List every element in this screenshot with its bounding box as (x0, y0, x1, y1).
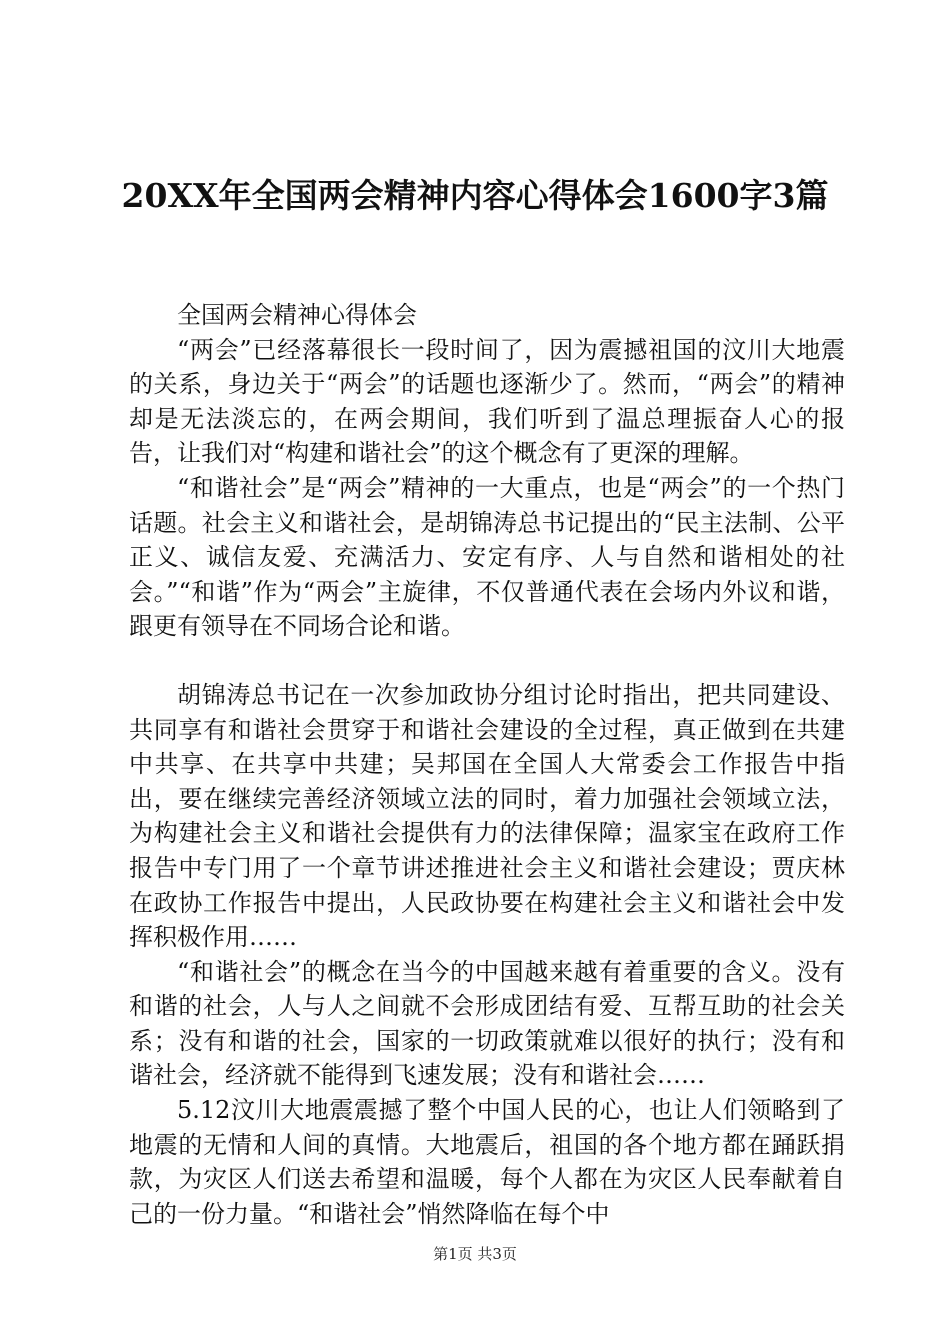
paragraph: 胡锦涛总书记在一次参加政协分组讨论时指出，把共同建设、共同享有和谐社会贯穿于和谐社会建设的全过程，真正做到在共建中共享、在共享中共建；吴邦国在全国人大常委会工作报告中指出，要在继续完善经济领域立法的同时，着力加强社会领域立法，为构建社会主义和谐社会提供有力的法律保障；温家宝在政府工作报告中专门用了一个章节讲述推进社会主义和谐社会建设；贾庆林在政协工作报告中提出，人民政协要在构建社会主义和谐社会中发挥积极作用…… (129, 680, 845, 952)
document-title: 20XX年全国两会精神内容心得体会1600字3篇 (121, 176, 829, 215)
paragraph: 5.12汶川大地震震撼了整个中国人民的心，也让人们领略到了地震的无情和人间的真情。大地震后，祖国的各个地方都在踊跃捐款，为灾区人们送去希望和温暖，每个人都在为灾区人民奉献着自己的一份力量。“和谐社会”悄然降临在每个中 (129, 1096, 845, 1228)
paragraph: “和谐社会”的概念在当今的中国越来越有着重要的含义。没有和谐的社会，人与人之间就不会形成团结有爱、互帮互助的社会关系；没有和谐的社会，国家的一切政策就难以很好的执行；没有和谐社会，经济就不能得到飞速发展；没有和谐社会…… (129, 957, 845, 1090)
paragraph: “两会”已经落幕很长一段时间了，因为震撼祖国的汶川大地震的关系，身边关于“两会”的话题也逐渐少了。然而，“两会”的精神却是无法淡忘的，在两会期间，我们听到了温总理振奋人心的报告，让我们对“构建和谐社会”的这个概念有了更深的理解。 (129, 335, 845, 468)
paragraph-heading: 全国两会精神心得体会 (177, 301, 417, 329)
document-body (129, 298, 845, 1231)
paragraph: “和谐社会”是“两会”精神的一大重点，也是“两会”的一个热门话题。社会主义和谐社会，是胡锦涛总书记提出的“民主法制、公平正义、诚信友爱、充满活力、安定有序、人与自然和谐相处的社会。”“和谐”作为“两会”主旋律，不仅普通代表在会场内外议和谐，跟更有领导在不同场合论和谐。 (129, 473, 845, 641)
page-number: 第1页 共3页 (433, 1245, 517, 1263)
